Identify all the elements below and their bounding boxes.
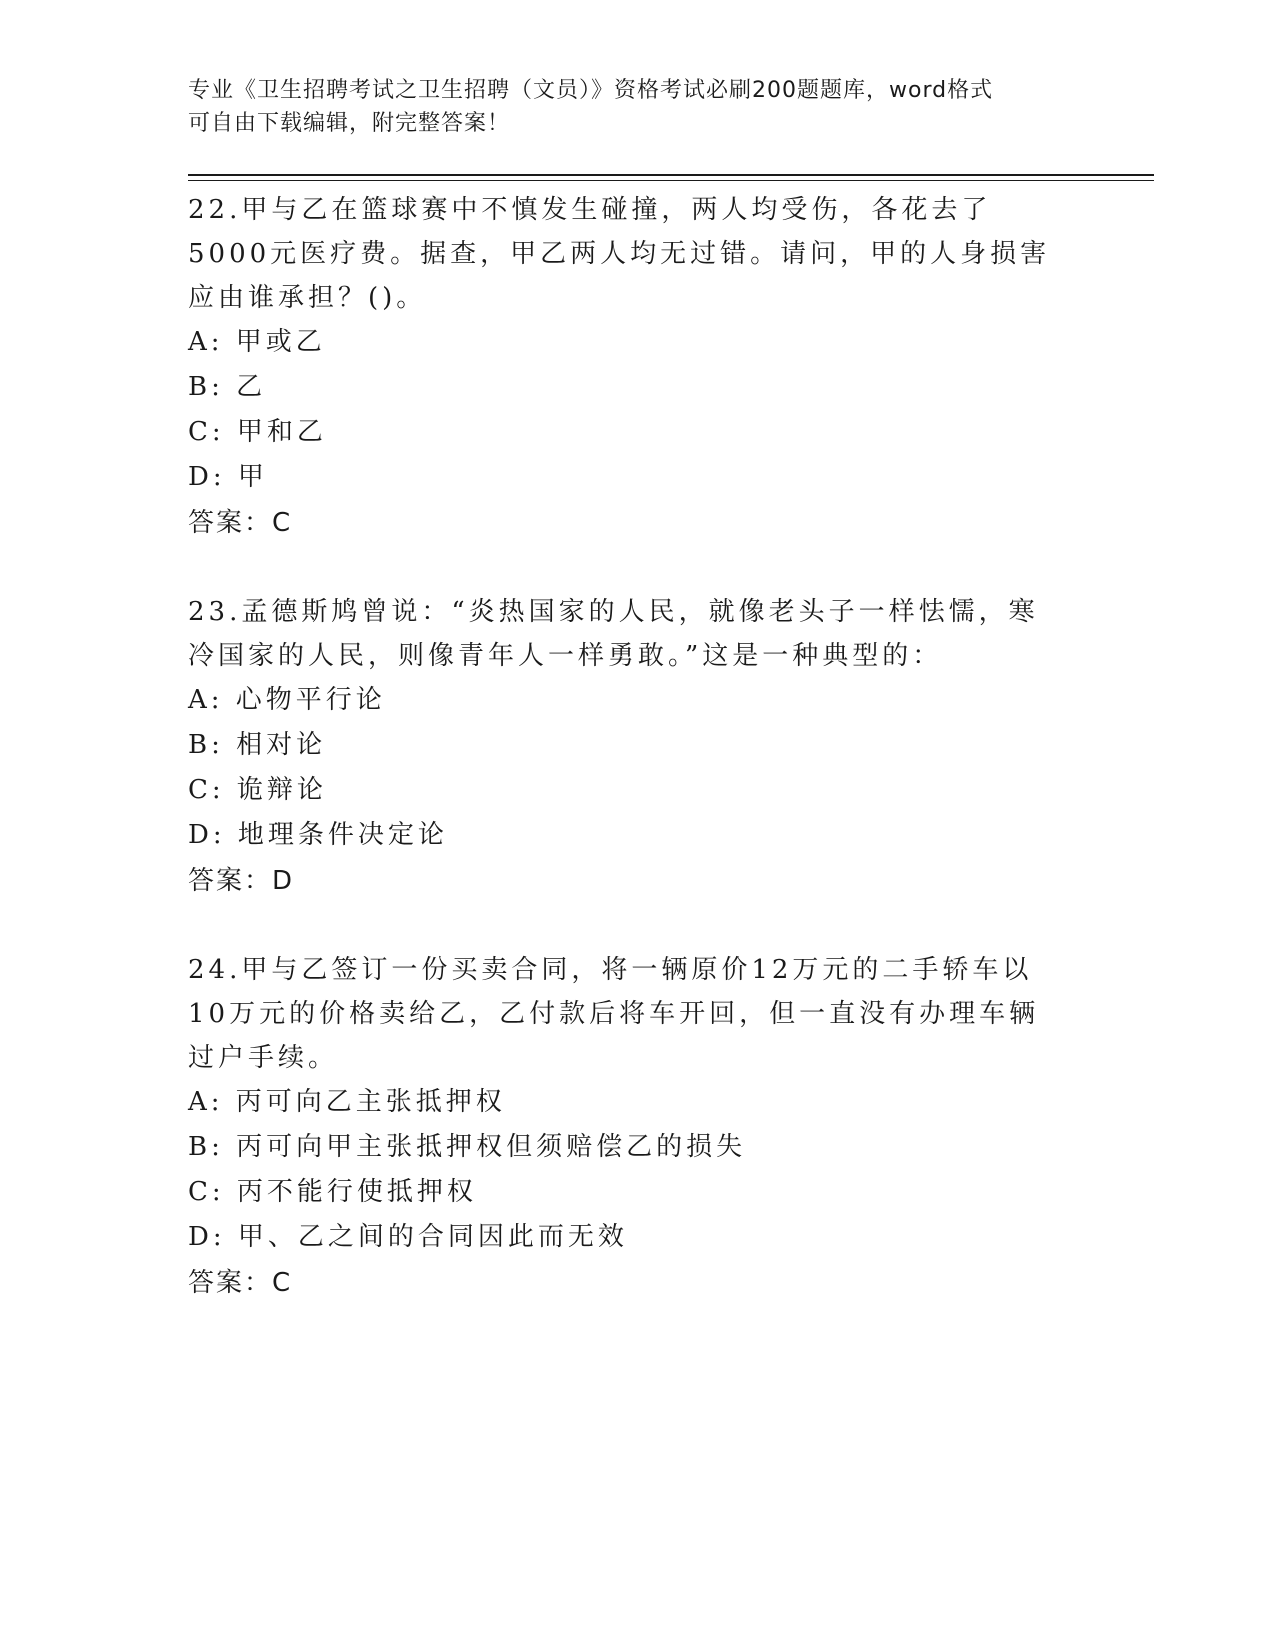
- option-b: B: 丙可向甲主张抵押权但须赔偿乙的损失: [188, 1132, 747, 1162]
- option-c: C: 诡辩论: [188, 775, 327, 805]
- answer: 答案：D: [188, 866, 295, 896]
- option-d: D: 甲: [188, 462, 268, 492]
- question-24: [188, 948, 1068, 1306]
- document-header: [188, 74, 1088, 140]
- question-list: [188, 188, 1068, 1350]
- question-text: 23.孟德斯鸠曾说：“炎热国家的人民，就像老头子一样怯懦，寒冷国家的人民，则像青年人一样勇敢。”这是一种典型的：: [188, 597, 1039, 671]
- answer: 答案：C: [188, 508, 293, 538]
- option-a: A: 丙可向乙主张抵押权: [188, 1087, 506, 1117]
- option-a: A: 甲或乙: [188, 327, 326, 357]
- option-c: C: 丙不能行使抵押权: [188, 1177, 477, 1207]
- option-c: C: 甲和乙: [188, 417, 327, 447]
- option-b: B: 相对论: [188, 730, 327, 760]
- option-b: B: 乙: [188, 372, 267, 402]
- question-text: 22.甲与乙在篮球赛中不慎发生碰撞，两人均受伤，各花去了5000元医疗费。据查，甲乙两人均无过错。请问，甲的人身损害应由谁承担？()。: [188, 195, 1051, 313]
- option-a: A: 心物平行论: [188, 685, 386, 715]
- header-line-1: 专业《卫生招聘考试之卫生招聘（文员）》资格考试必刷200题题库，word格式: [188, 78, 994, 103]
- option-d: D: 地理条件决定论: [188, 820, 448, 850]
- header-divider: [188, 174, 1154, 181]
- question-22: [188, 188, 1068, 546]
- answer: 答案：C: [188, 1268, 293, 1298]
- question-text: 24.甲与乙签订一份买卖合同，将一辆原价12万元的二手轿车以10万元的价格卖给乙，乙付款后将车开回，但一直没有办理车辆过户手续。: [188, 955, 1040, 1073]
- option-d: D: 甲、乙之间的合同因此而无效: [188, 1222, 628, 1252]
- header-line-2: 可自由下载编辑，附完整答案！: [188, 111, 511, 136]
- question-23: [188, 590, 1068, 904]
